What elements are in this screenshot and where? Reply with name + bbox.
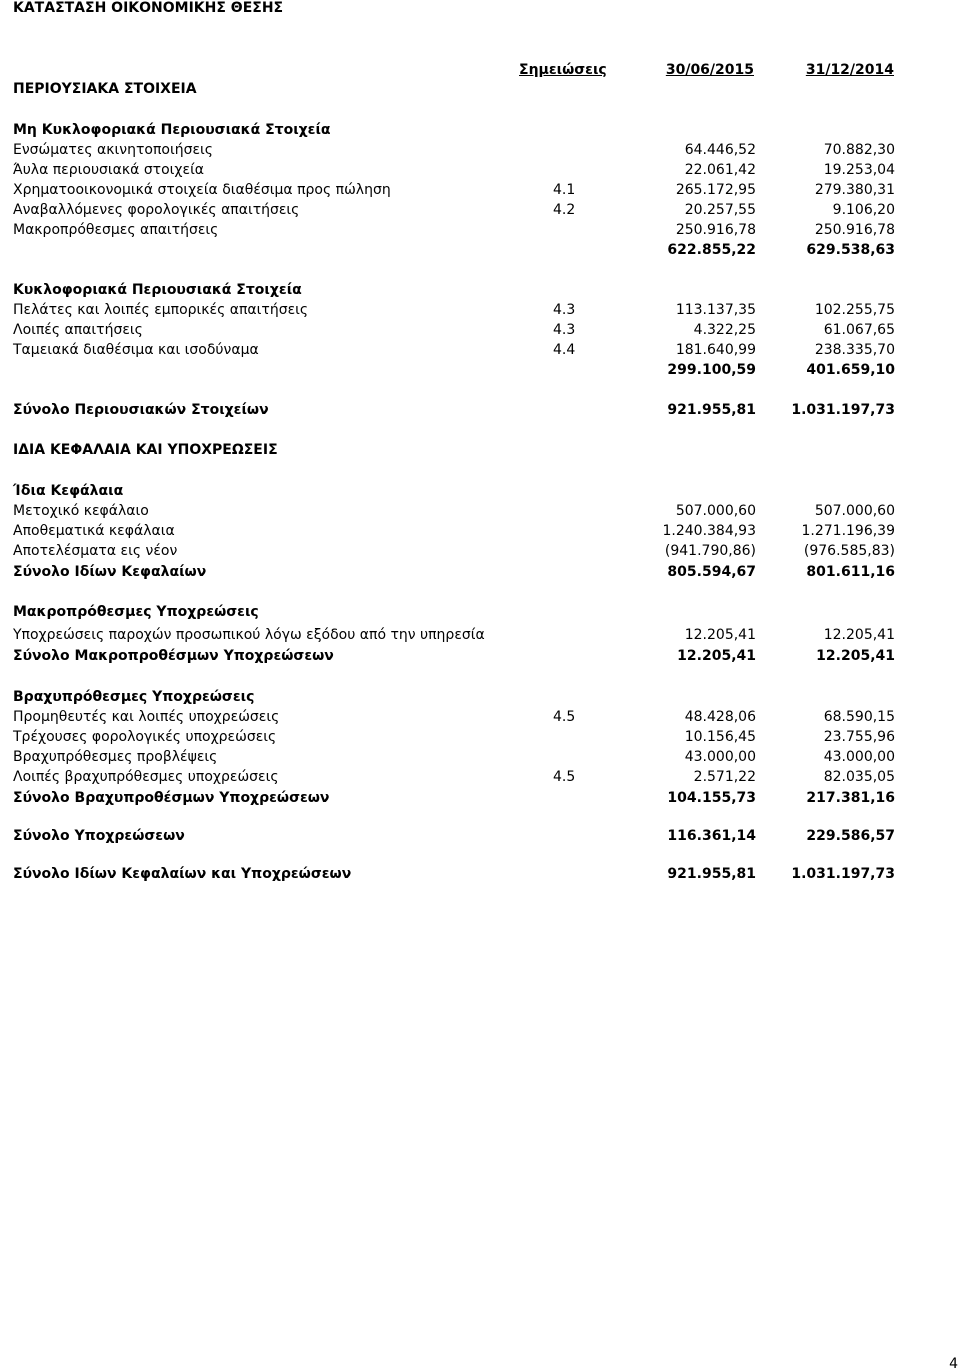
row-label: Σύνολο Ιδίων Κεφαλαίων και Υποχρεώσεων [13, 866, 352, 882]
assets-section-heading: ΠΕΡΙΟΥΣΙΑΚΑ ΣΤΟΙΧΕΙΑ [13, 81, 197, 97]
row-value-2015: 921.955,81 [667, 866, 756, 882]
row-label: Λοιπές βραχυπρόθεσμες υποχρεώσεις [13, 769, 279, 785]
row-value-2014: (976.585,83) [803, 543, 895, 559]
table-row [0, 767, 960, 787]
row-value-2014: 229.586,57 [806, 828, 895, 844]
row-value-2015: 113.137,35 [675, 302, 756, 318]
row-value-2015: 104.155,73 [667, 790, 756, 806]
row-value-2015: 20.257,55 [684, 202, 756, 218]
table-row [0, 727, 960, 747]
row-label: ΙΔΙΑ ΚΕΦΑΛΑΙΑ ΚΑΙ ΥΠΟΧΡΕΩΣΕΙΣ [13, 442, 278, 458]
row-note: 4.1 [553, 182, 576, 198]
table-row [0, 280, 960, 300]
table-row [0, 340, 960, 360]
row-value-2014: 9.106,20 [832, 202, 895, 218]
row-value-2014: 279.380,31 [814, 182, 895, 198]
row-label: Σύνολο Υποχρεώσεων [13, 828, 185, 844]
row-value-2014: 507.000,60 [814, 503, 895, 519]
row-value-2014: 12.205,41 [823, 627, 895, 643]
row-value-2015: 2.571,22 [693, 769, 756, 785]
row-value-2014: 23.755,96 [823, 729, 895, 745]
row-value-2014: 238.335,70 [814, 342, 895, 358]
row-value-2014: 68.590,15 [823, 709, 895, 725]
row-note: 4.3 [553, 302, 576, 318]
row-value-2015: 4.322,25 [693, 322, 756, 338]
row-value-2015: 507.000,60 [675, 503, 756, 519]
table-row [0, 501, 960, 521]
table-row [0, 360, 960, 380]
table-row [0, 521, 960, 541]
row-value-2015: 622.855,22 [667, 242, 756, 258]
table-row [0, 300, 960, 320]
row-note: 4.5 [553, 709, 576, 725]
row-value-2014: 82.035,05 [823, 769, 895, 785]
row-value-2015: 805.594,67 [667, 564, 756, 580]
table-row [0, 562, 960, 582]
row-value-2015: 48.428,06 [684, 709, 756, 725]
row-label: Τρέχουσες φορολογικές υποχρεώσεις [13, 729, 277, 745]
row-label: Προμηθευτές και λοιπές υποχρεώσεις [13, 709, 280, 725]
row-label: Ίδια Κεφάλαια [13, 483, 124, 499]
row-value-2015: 10.156,45 [684, 729, 756, 745]
period-2014-column-header: 31/12/2014 [805, 62, 894, 78]
row-value-2015: 116.361,14 [667, 828, 756, 844]
row-value-2014: 19.253,04 [823, 162, 895, 178]
row-note: 4.5 [553, 769, 576, 785]
row-value-2015: 181.640,99 [675, 342, 756, 358]
row-value-2015: 64.446,52 [684, 142, 756, 158]
row-value-2014: 217.381,16 [806, 790, 895, 806]
row-value-2014: 12.205,41 [816, 648, 895, 664]
row-value-2015: 1.240.384,93 [662, 523, 756, 539]
row-label: Σύνολο Ιδίων Κεφαλαίων [13, 564, 207, 580]
row-value-2014: 102.255,75 [814, 302, 895, 318]
row-value-2015: 12.205,41 [684, 627, 756, 643]
table-row [0, 707, 960, 727]
table-row [0, 120, 960, 140]
row-value-2014: 250.916,78 [814, 222, 895, 238]
table-row [0, 200, 960, 220]
row-label: Ταμειακά διαθέσιμα και ισοδύναμα [13, 342, 259, 358]
row-label: Λοιπές απαιτήσεις [13, 322, 143, 338]
table-row [0, 180, 960, 200]
row-label: Μακροπρόθεσμες απαιτήσεις [13, 222, 219, 238]
notes-column-header: Σημειώσεις [519, 62, 607, 78]
row-label: Αναβαλλόμενες φορολογικές απαιτήσεις [13, 202, 300, 218]
table-row [0, 747, 960, 767]
row-value-2015: 22.061,42 [684, 162, 756, 178]
table-row [0, 864, 960, 884]
row-value-2014: 401.659,10 [806, 362, 895, 378]
table-row [0, 646, 960, 666]
row-label: Σύνολο Βραχυπροθέσμων Υποχρεώσεων [13, 790, 330, 806]
table-row [0, 220, 960, 240]
table-row [0, 481, 960, 501]
table-row [0, 160, 960, 180]
row-value-2014: 43.000,00 [823, 749, 895, 765]
row-label: Ενσώματες ακινητοποιήσεις [13, 142, 213, 158]
table-row [0, 140, 960, 160]
row-value-2015: 43.000,00 [684, 749, 756, 765]
page-number: 4 [949, 1356, 958, 1372]
row-label: Αποθεματικά κεφάλαια [13, 523, 175, 539]
table-row [0, 625, 960, 645]
row-note: 4.2 [553, 202, 576, 218]
row-value-2014: 1.031.197,73 [791, 866, 895, 882]
row-value-2014: 70.882,30 [823, 142, 895, 158]
table-row [0, 602, 960, 622]
row-value-2015: 250.916,78 [675, 222, 756, 238]
row-value-2015: 265.172,95 [675, 182, 756, 198]
row-value-2014: 801.611,16 [806, 564, 895, 580]
table-row [0, 687, 960, 707]
table-row [0, 788, 960, 808]
table-row [0, 400, 960, 420]
row-label: Σύνολο Περιουσιακών Στοιχείων [13, 402, 269, 418]
row-label: Βραχυπρόθεσμες προβλέψεις [13, 749, 218, 765]
period-2015-column-header: 30/06/2015 [665, 62, 754, 78]
row-label: Κυκλοφοριακά Περιουσιακά Στοιχεία [13, 282, 302, 298]
row-label: Χρηματοοικονομικά στοιχεία διαθέσιμα προς πώληση [13, 182, 391, 198]
row-value-2015: 299.100,59 [667, 362, 756, 378]
row-value-2015: 12.205,41 [677, 648, 756, 664]
row-label: Μακροπρόθεσμες Υποχρεώσεις [13, 604, 259, 620]
table-row [0, 826, 960, 846]
row-value-2015: (941.790,86) [664, 543, 756, 559]
table-row [0, 320, 960, 340]
row-value-2014: 629.538,63 [806, 242, 895, 258]
row-label: Άυλα περιουσιακά στοιχεία [13, 162, 205, 178]
row-label: Μετοχικό κεφάλαιο [13, 503, 149, 519]
row-value-2014: 1.031.197,73 [791, 402, 895, 418]
row-value-2014: 61.067,65 [823, 322, 895, 338]
table-row [0, 440, 960, 460]
row-label: Μη Κυκλοφοριακά Περιουσιακά Στοιχεία [13, 122, 331, 138]
row-label: Βραχυπρόθεσμες Υποχρεώσεις [13, 689, 255, 705]
row-value-2014: 1.271.196,39 [801, 523, 895, 539]
row-label: Σύνολο Μακροπροθέσμων Υποχρεώσεων [13, 648, 334, 664]
row-label: Υποχρεώσεις παροχών προσωπικού λόγω εξόδου από την υπηρεσία [13, 627, 485, 643]
row-value-2015: 921.955,81 [667, 402, 756, 418]
table-row [0, 240, 960, 260]
row-label: Πελάτες και λοιπές εμπορικές απαιτήσεις [13, 302, 309, 318]
table-row [0, 541, 960, 561]
document-title: ΚΑΤΑΣΤΑΣΗ ΟΙΚΟΝΟΜΙΚΗΣ ΘΕΣΗΣ [13, 0, 284, 16]
row-note: 4.4 [553, 342, 576, 358]
row-label: Αποτελέσματα εις νέον [13, 543, 178, 559]
row-note: 4.3 [553, 322, 576, 338]
